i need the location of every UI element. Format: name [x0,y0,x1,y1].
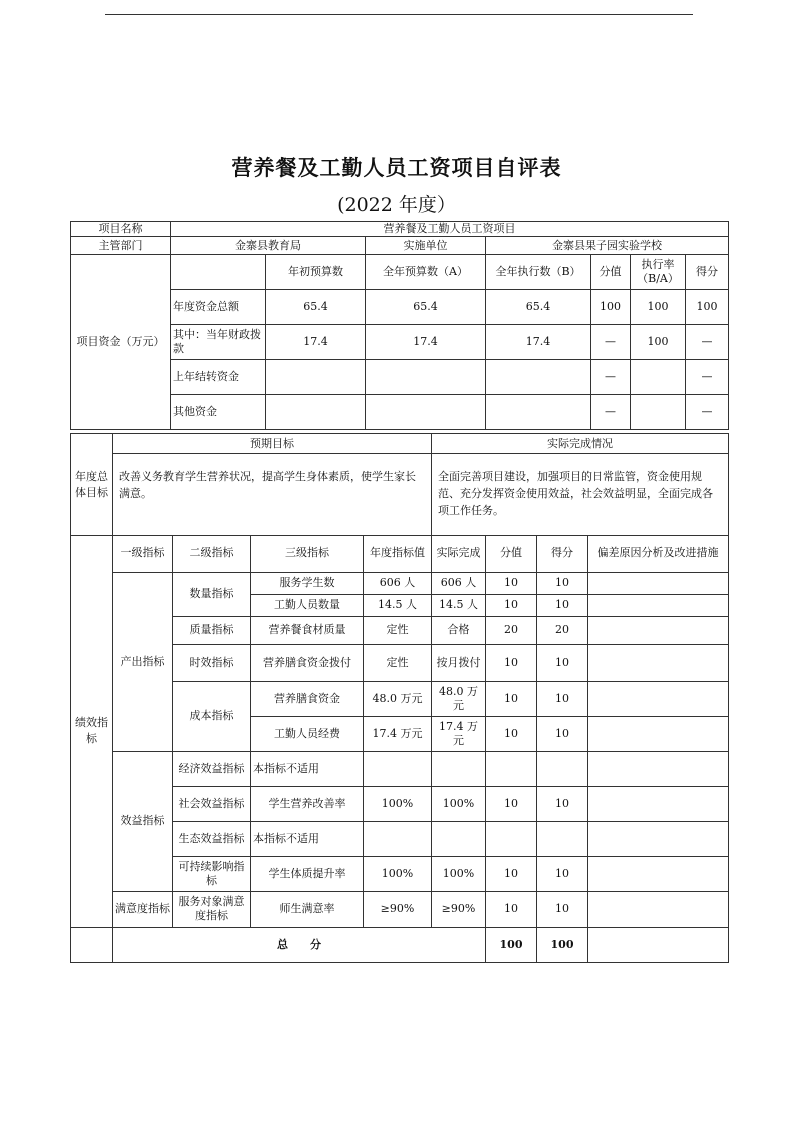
indicator-actual: 606 人 [432,572,486,594]
indicator-score: 10 [537,681,588,716]
indicator-name: 学生体质提升率 [251,856,364,891]
indicator-target: 606 人 [364,572,432,594]
indicator-deviation [588,891,729,927]
unit-value: 金寨县果子园实验学校 [486,237,729,255]
indicator-name: 工勤人员经费 [251,716,364,751]
performance-section-label: 绩效指标 [71,535,113,927]
indicator-actual: ≥90% [432,891,486,927]
perf-header: 实际完成 [432,535,486,572]
goals-section-label: 年度总体目标 [71,434,113,536]
indicator-score: 10 [537,856,588,891]
indicator-target: ≥90% [364,891,432,927]
funds-header: 全年预算数（A） [366,255,486,290]
funds-row-label: 年度资金总额 [171,290,266,325]
project-name-value: 营养餐及工勤人员工资项目 [171,222,729,237]
funds-cell [366,395,486,430]
page-title: 营养餐及工勤人员工资项目自评表 [231,155,562,180]
indicator-value: 10 [486,572,537,594]
quality-indicator-label: 质量指标 [173,616,251,644]
sustainable-indicator-label: 可持续影响指标 [173,856,251,891]
indicator-target [364,821,432,856]
performance-table [70,535,729,963]
indicator-score [537,821,588,856]
header-rule [105,14,693,15]
funds-row-label: 其他资金 [171,395,266,430]
indicator-score: 20 [537,616,588,644]
quantity-indicator-label: 数量指标 [173,572,251,616]
indicator-actual: 48.0 万元 [432,681,486,716]
funds-cell: — [591,395,631,430]
goals-table [70,433,729,536]
indicator-value [486,821,537,856]
indicator-score: 10 [537,891,588,927]
total-blank [71,927,113,962]
funds-cell: 65.4 [266,290,366,325]
indicator-value: 10 [486,891,537,927]
funds-cell [486,360,591,395]
funds-cell: — [591,325,631,360]
economic-indicator-label: 经济效益指标 [173,751,251,786]
funds-header: 分值 [591,255,631,290]
indicator-actual: 100% [432,856,486,891]
total-score: 100 [537,927,588,962]
social-indicator-label: 社会效益指标 [173,786,251,821]
funds-cell: — [686,395,729,430]
indicator-deviation [588,716,729,751]
unit-label: 实施单位 [366,237,486,255]
expected-goal-text: 改善义务教育学生营养状况，提高学生身体素质，使学生家长满意。 [113,454,432,536]
indicator-deviation [588,821,729,856]
funds-header: 全年执行数（B） [486,255,591,290]
indicator-score: 10 [537,572,588,594]
indicator-actual: 按月拨付 [432,644,486,681]
satisfaction-indicator-label: 满意度指标 [113,891,173,927]
indicator-value: 10 [486,681,537,716]
funds-cell: 100 [631,325,686,360]
indicator-actual [432,821,486,856]
funds-cell [631,395,686,430]
funds-header: 执行率（B/A） [631,255,686,290]
indicator-name: 师生满意率 [251,891,364,927]
indicator-name: 工勤人员数量 [251,594,364,616]
funds-cell: 65.4 [366,290,486,325]
indicator-actual: 17.4 万元 [432,716,486,751]
indicator-target [364,751,432,786]
ecological-indicator-label: 生态效益指标 [173,821,251,856]
indicator-value: 20 [486,616,537,644]
funds-cell: — [686,325,729,360]
indicator-value [486,751,537,786]
indicator-value: 10 [486,786,537,821]
indicator-value: 10 [486,644,537,681]
funds-cell: 100 [631,290,686,325]
funds-cell [266,395,366,430]
funds-header: 得分 [686,255,729,290]
indicator-target: 100% [364,856,432,891]
indicator-actual: 合格 [432,616,486,644]
indicator-actual: 14.5 人 [432,594,486,616]
total-deviation [588,927,729,962]
indicator-actual [432,751,486,786]
perf-header: 得分 [537,535,588,572]
indicator-value: 10 [486,594,537,616]
funds-section-label: 项目资金（万元） [71,255,171,430]
actual-goal-text: 全面完善项目建设，加强项目的日常监管，资金使用规范、充分发挥资金使用效益，社会效益明显，全面完成各项工作任务。 [432,454,729,536]
indicator-name: 营养膳食资金 [251,681,364,716]
indicator-deviation [588,594,729,616]
indicator-target: 48.0 万元 [364,681,432,716]
timeliness-indicator-label: 时效指标 [173,644,251,681]
indicator-deviation [588,644,729,681]
funds-cell [486,395,591,430]
expected-goal-header: 预期目标 [113,434,432,454]
indicator-deviation [588,681,729,716]
indicator-deviation [588,856,729,891]
indicator-score [537,751,588,786]
funds-cell: 100 [591,290,631,325]
total-label: 总 分 [113,927,486,962]
funds-cell [266,360,366,395]
perf-header: 一级指标 [113,535,173,572]
funds-row-label: 其中：当年财政拨款 [171,325,266,360]
cost-indicator-label: 成本指标 [173,681,251,751]
dept-label: 主管部门 [71,237,171,255]
indicator-target: 17.4 万元 [364,716,432,751]
indicator-score: 10 [537,786,588,821]
funds-cell: 17.4 [366,325,486,360]
funds-cell: 17.4 [486,325,591,360]
funds-row-label: 上年结转资金 [171,360,266,395]
perf-header: 偏差原因分析及改进措施 [588,535,729,572]
funds-cell: 100 [686,290,729,325]
page-subtitle-year: (2022 年度） [337,194,456,216]
actual-goal-header: 实际完成情况 [432,434,729,454]
funds-table [70,221,729,430]
funds-cell: 17.4 [266,325,366,360]
indicator-value: 10 [486,716,537,751]
funds-cell [366,360,486,395]
indicator-score: 10 [537,594,588,616]
perf-header: 二级指标 [173,535,251,572]
perf-header: 分值 [486,535,537,572]
indicator-name: 学生营养改善率 [251,786,364,821]
funds-header: 年初预算数 [266,255,366,290]
indicator-name: 本指标不适用 [251,751,364,786]
indicator-actual: 100% [432,786,486,821]
indicator-name: 本指标不适用 [251,821,364,856]
indicator-deviation [588,751,729,786]
indicator-target: 14.5 人 [364,594,432,616]
service-satisfaction-label: 服务对象满意度指标 [173,891,251,927]
funds-cell: — [686,360,729,395]
total-value: 100 [486,927,537,962]
project-name-label: 项目名称 [71,222,171,237]
benefit-indicator-label: 效益指标 [113,751,173,891]
funds-cell: — [591,360,631,395]
indicator-name: 营养餐食材质量 [251,616,364,644]
indicator-name: 营养膳食资金拨付 [251,644,364,681]
funds-cell: 65.4 [486,290,591,325]
perf-header: 三级指标 [251,535,364,572]
indicator-score: 10 [537,644,588,681]
perf-header: 年度指标值 [364,535,432,572]
indicator-target: 100% [364,786,432,821]
indicator-deviation [588,572,729,594]
indicator-value: 10 [486,856,537,891]
indicator-target: 定性 [364,616,432,644]
dept-value: 金寨县教育局 [171,237,366,255]
indicator-deviation [588,616,729,644]
funds-header-blank [171,255,266,290]
indicator-name: 服务学生数 [251,572,364,594]
indicator-deviation [588,786,729,821]
funds-cell [631,360,686,395]
indicator-score: 10 [537,716,588,751]
indicator-target: 定性 [364,644,432,681]
output-indicator-label: 产出指标 [113,572,173,751]
